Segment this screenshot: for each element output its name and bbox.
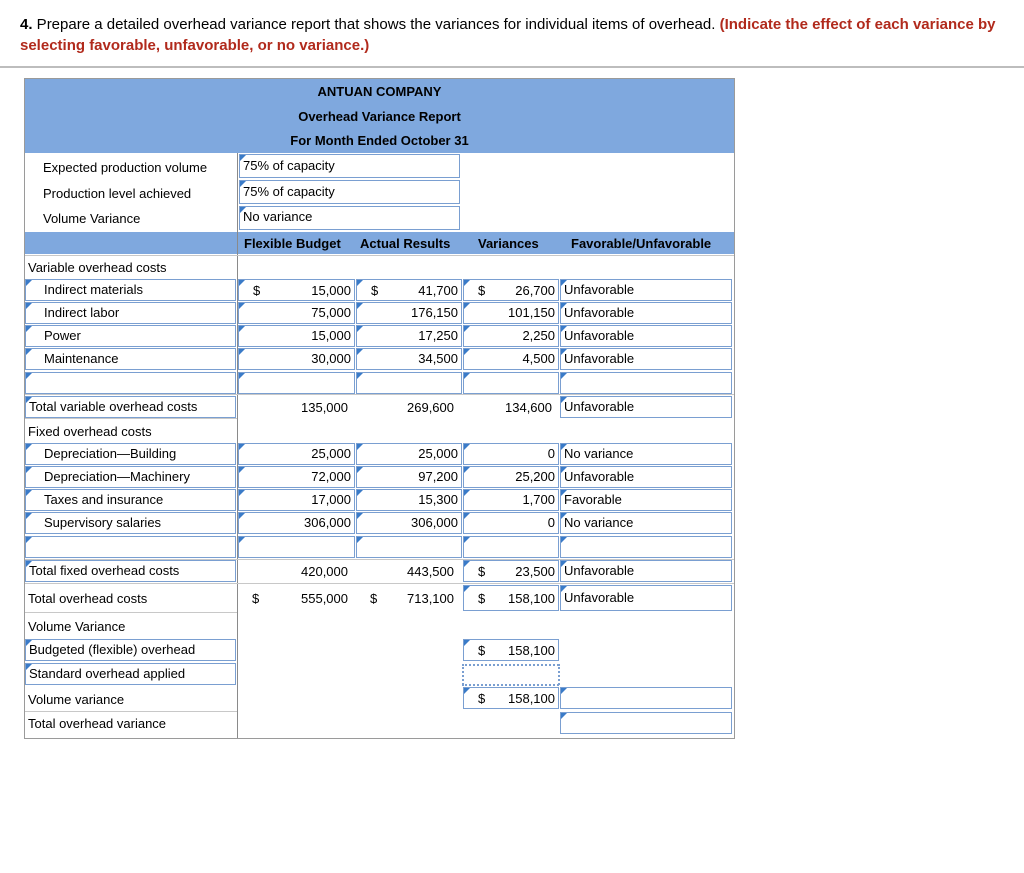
budgeted-overhead-label[interactable]: Budgeted (flexible) overhead [25, 639, 236, 661]
flexible-budget-input[interactable]: 25,000 [238, 443, 355, 465]
overhead-variance-report [24, 78, 735, 739]
subtraction-rule [462, 664, 559, 666]
total-overhead-variance-effect-select[interactable] [560, 712, 732, 734]
currency-sign: $ [478, 643, 486, 658]
col-flexible-budget: Flexible Budget [244, 236, 341, 251]
actual-results-input[interactable]: 306,000 [356, 512, 462, 534]
grid-line [25, 418, 237, 419]
report-title: Overhead Variance Report [298, 109, 461, 124]
total-fixed-actual: 443,500 [407, 564, 454, 579]
currency-sign: $ [371, 283, 379, 298]
total-overhead-variance-input[interactable]: $ 158,100 [463, 585, 559, 611]
actual-results-input[interactable]: 34,500 [356, 348, 462, 370]
blank-flexible-input[interactable] [238, 372, 355, 394]
standard-applied-label[interactable]: Standard overhead applied [25, 663, 236, 685]
total-fixed-flexible: 420,000 [301, 564, 348, 579]
total-fixed-variance-input[interactable]: $ 23,500 [463, 560, 559, 582]
blank-variance-input[interactable] [463, 372, 559, 394]
grid-line [25, 255, 734, 256]
blank-variance-input[interactable] [463, 536, 559, 558]
question-text [20, 14, 1015, 56]
effect-select[interactable]: No variance [560, 512, 732, 534]
actual-results-input[interactable]: 17,250 [356, 325, 462, 347]
variance-input[interactable]: 25,200 [463, 466, 559, 488]
volume-variance-info-value: No variance [243, 209, 313, 224]
total-fixed-effect-select[interactable]: Unfavorable [560, 560, 732, 582]
blank-actual-input[interactable] [356, 536, 462, 558]
report-period: For Month Ended October 31 [290, 133, 469, 148]
effect-select[interactable]: Unfavorable [560, 302, 732, 324]
currency-sign: $ [370, 591, 378, 606]
variance-input[interactable]: 4,500 [463, 348, 559, 370]
fixed-item-label[interactable]: Taxes and insurance [25, 489, 236, 511]
effect-select[interactable]: Unfavorable [560, 279, 732, 301]
currency-sign: $ [253, 283, 261, 298]
flexible-budget-input[interactable]: 17,000 [238, 489, 355, 511]
column-header-label-fill [25, 232, 237, 254]
volume-variance-value-input[interactable]: $ 158,100 [463, 687, 559, 709]
production-level-select[interactable] [239, 180, 460, 204]
total-overhead-variance-label: Total overhead variance [28, 716, 167, 731]
currency-sign: $ [252, 591, 260, 606]
blank-flexible-input[interactable] [238, 536, 355, 558]
effect-select[interactable]: No variance [560, 443, 732, 465]
variable-item-label[interactable]: Indirect labor [25, 302, 236, 324]
total-variable-flexible: 135,000 [301, 400, 348, 415]
grid-line [25, 612, 237, 613]
expected-volume-label: Expected production volume [43, 160, 208, 175]
flexible-budget-input[interactable]: 30,000 [238, 348, 355, 370]
volume-variance-info-label: Volume Variance [43, 211, 141, 226]
fixed-heading: Fixed overhead costs [28, 424, 152, 439]
currency-sign: $ [478, 691, 486, 706]
expected-volume-value: 75% of capacity [243, 158, 335, 173]
production-level-value: 75% of capacity [243, 184, 335, 199]
col-actual-results: Actual Results [360, 236, 451, 251]
grid-line [25, 394, 734, 395]
flexible-budget-input[interactable]: 75,000 [238, 302, 355, 324]
variance-input[interactable]: 0 [463, 443, 559, 465]
total-variable-effect-select[interactable]: Unfavorable [560, 396, 732, 418]
fixed-item-label[interactable]: Depreciation—Machinery [25, 466, 236, 488]
blank-effect-select[interactable] [560, 536, 732, 558]
col-variances: Variances [478, 236, 539, 251]
grid-line [25, 711, 237, 712]
flexible-budget-input[interactable]: 72,000 [238, 466, 355, 488]
variance-input[interactable]: 0 [463, 512, 559, 534]
volume-variance-info-select[interactable] [239, 206, 460, 230]
grid-line [25, 583, 734, 584]
question-divider [0, 66, 1024, 68]
variance-input[interactable]: 1,700 [463, 489, 559, 511]
effect-select[interactable]: Favorable [560, 489, 732, 511]
variance-input[interactable]: 101,150 [463, 302, 559, 324]
company-name: ANTUAN COMPANY [317, 84, 442, 99]
variable-heading: Variable overhead costs [28, 260, 167, 275]
currency-sign: $ [478, 591, 486, 606]
subtraction-rule [462, 684, 559, 686]
total-overhead-effect-select[interactable]: Unfavorable [560, 585, 732, 611]
actual-results-input[interactable]: 97,200 [356, 466, 462, 488]
total-overhead-label: Total overhead costs [28, 591, 148, 606]
volume-heading: Volume Variance [28, 619, 126, 634]
actual-results-input[interactable]: 176,150 [356, 302, 462, 324]
col-favorable-unfavorable: Favorable/Unfavorable [571, 236, 712, 251]
currency-sign: $ [478, 283, 486, 298]
currency-sign: $ [478, 564, 486, 579]
expected-volume-select[interactable] [239, 154, 460, 178]
blank-label-input[interactable] [25, 372, 236, 394]
variable-item-label[interactable]: Indirect materials [25, 279, 236, 301]
flexible-budget-input[interactable]: 306,000 [238, 512, 355, 534]
flexible-budget-input[interactable]: 15,000 [238, 325, 355, 347]
question-body: Prepare a detailed overhead variance report that shows the variances for individual items of overhead. [32, 16, 720, 33]
variable-item-label[interactable]: Maintenance [25, 348, 236, 370]
variance-input[interactable]: $ 26,700 [463, 279, 559, 301]
volume-variance-effect-select[interactable] [560, 687, 732, 709]
variance-input[interactable]: 2,250 [463, 325, 559, 347]
total-variable-variance: 134,600 [505, 400, 552, 415]
budgeted-overhead-value-input[interactable]: $ 158,100 [463, 639, 559, 661]
grid-line [462, 664, 464, 685]
grid-line [558, 664, 560, 685]
production-level-label: Production level achieved [43, 186, 192, 201]
effect-select[interactable]: Unfavorable [560, 325, 732, 347]
fixed-item-label[interactable]: Supervisory salaries [25, 512, 236, 534]
total-overhead-actual: 713,100 [407, 591, 454, 606]
effect-select[interactable]: Unfavorable [560, 466, 732, 488]
question-instruction: (Indicate the effect of each variance by selecting favorable, unfavorable, or no variance.) [20, 16, 996, 54]
blank-effect-select[interactable] [560, 372, 732, 394]
actual-results-input[interactable]: 25,000 [356, 443, 462, 465]
fixed-item-label[interactable]: Depreciation—Building [25, 443, 236, 465]
total-fixed-label[interactable]: Total fixed overhead costs [25, 560, 236, 582]
blank-label-input[interactable] [25, 536, 236, 558]
question-number: 4. [20, 16, 33, 33]
total-variable-label[interactable]: Total variable overhead costs [25, 396, 236, 418]
total-overhead-flexible: 555,000 [301, 591, 348, 606]
total-variable-actual: 269,600 [407, 400, 454, 415]
effect-select[interactable]: Unfavorable [560, 348, 732, 370]
blank-actual-input[interactable] [356, 372, 462, 394]
flexible-budget-input[interactable]: $ 15,000 [238, 279, 355, 301]
actual-results-input[interactable]: 15,300 [356, 489, 462, 511]
variable-item-label[interactable]: Power [25, 325, 236, 347]
volume-variance-label: Volume variance [28, 692, 125, 707]
actual-results-input[interactable]: $ 41,700 [356, 279, 462, 301]
